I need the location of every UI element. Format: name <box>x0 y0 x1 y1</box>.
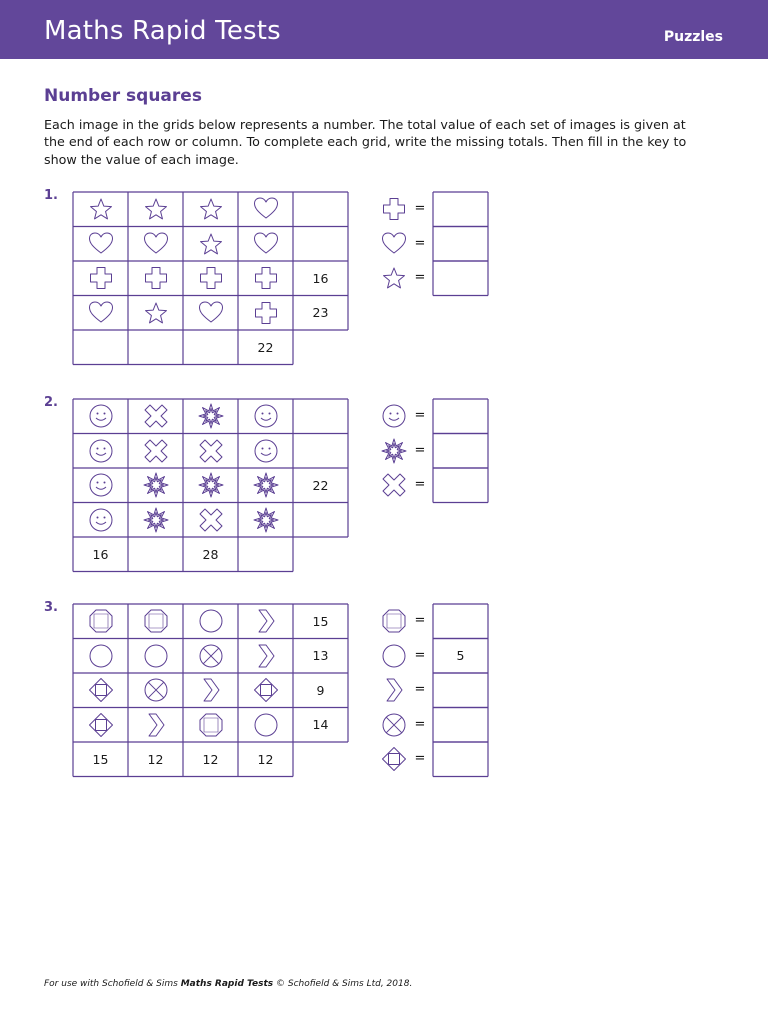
column-total[interactable]: 16 <box>92 546 109 562</box>
equals-sign: = <box>414 647 426 663</box>
column-total[interactable]: 12 <box>257 751 274 767</box>
row-total[interactable]: 9 <box>316 682 325 698</box>
question-number: 2. <box>44 395 58 410</box>
grid-cell <box>128 639 183 674</box>
equals-sign: = <box>414 270 426 285</box>
page-heading: Number squares <box>44 86 202 106</box>
equals-sign: = <box>414 477 426 492</box>
grid-cell <box>128 673 183 708</box>
column-total[interactable]: 12 <box>202 751 219 767</box>
key-symbol <box>382 747 406 771</box>
diamond-square-icon <box>254 678 278 702</box>
equals-sign: = <box>414 408 426 423</box>
equals-sign: = <box>414 235 426 251</box>
row-total[interactable]: 22 <box>312 477 329 493</box>
equals-sign: = <box>414 201 426 216</box>
key-value-box[interactable] <box>433 708 488 743</box>
key-value-box[interactable] <box>433 604 488 639</box>
row-total[interactable]: 13 <box>312 648 329 664</box>
diamond-square-icon <box>382 747 406 771</box>
circle-icon <box>382 644 406 668</box>
octagon-icon <box>144 609 168 633</box>
grid-cell <box>183 673 238 708</box>
instructions-text: Each image in the grids below represents a number. The total value of each set of images is given at the end of each row or column. To complete each grid, write the missing totals. Then fill in the key to show the value of each image. <box>44 117 687 167</box>
key-symbol <box>382 678 406 702</box>
grid-cell <box>238 708 293 743</box>
grid-cell <box>128 604 183 639</box>
footer-prefix: For use with Schofield & Sims <box>44 979 181 989</box>
equals-sign: = <box>414 613 426 628</box>
question-number: 1. <box>44 188 58 203</box>
equals-sign: = <box>414 716 426 732</box>
key-value-box[interactable] <box>433 742 488 777</box>
chevron-icon <box>254 609 278 633</box>
section-label: Puzzles <box>663 29 723 45</box>
circle-icon <box>199 609 223 633</box>
octagon-icon <box>382 609 406 633</box>
chevron-icon <box>382 678 406 702</box>
chevron-icon <box>199 678 223 702</box>
key-symbol <box>382 609 406 633</box>
grid-cell <box>73 673 128 708</box>
grid-cell <box>238 673 293 708</box>
circle-icon <box>144 644 168 668</box>
row-total[interactable]: 16 <box>312 270 329 286</box>
circled-x-icon <box>199 644 223 668</box>
key-value-box[interactable] <box>433 673 488 708</box>
circle-icon <box>254 713 278 737</box>
grid-cell <box>238 604 293 639</box>
row-total[interactable]: 14 <box>312 717 329 733</box>
column-total[interactable]: 15 <box>92 751 109 767</box>
book-title: Maths Rapid Tests <box>44 16 281 46</box>
equals-sign: = <box>414 682 426 697</box>
grid-cell <box>183 708 238 743</box>
equals-sign: = <box>414 442 426 458</box>
column-total[interactable]: 12 <box>147 751 164 767</box>
key-symbol <box>382 713 406 737</box>
footer-suffix: © Schofield & Sims Ltd, 2018. <box>273 979 413 989</box>
grid-cell <box>73 708 128 743</box>
diamond-square-icon <box>89 678 113 702</box>
footer-bold: Maths Rapid Tests <box>180 979 274 989</box>
row-total[interactable]: 23 <box>312 305 329 321</box>
grid-cell <box>73 639 128 674</box>
chevron-icon <box>144 713 168 737</box>
column-total[interactable]: 28 <box>202 546 219 562</box>
column-total[interactable]: 22 <box>257 339 274 355</box>
circled-x-icon <box>144 678 168 702</box>
key-value-box[interactable]: 5 <box>456 648 465 664</box>
grid-cell <box>183 604 238 639</box>
grid-cell <box>183 639 238 674</box>
octagon-icon <box>89 609 113 633</box>
chevron-icon <box>254 644 278 668</box>
diamond-square-icon <box>89 713 113 737</box>
equals-sign: = <box>414 751 426 766</box>
grid-cell <box>238 639 293 674</box>
grid-cell <box>73 604 128 639</box>
circle-icon <box>89 644 113 668</box>
octagon-icon <box>199 713 223 737</box>
grid-cell <box>128 708 183 743</box>
footer-credit <box>44 979 412 989</box>
row-total[interactable]: 15 <box>312 613 329 629</box>
key-symbol <box>382 644 406 668</box>
circled-x-icon <box>382 713 406 737</box>
question-number: 3. <box>44 600 58 615</box>
